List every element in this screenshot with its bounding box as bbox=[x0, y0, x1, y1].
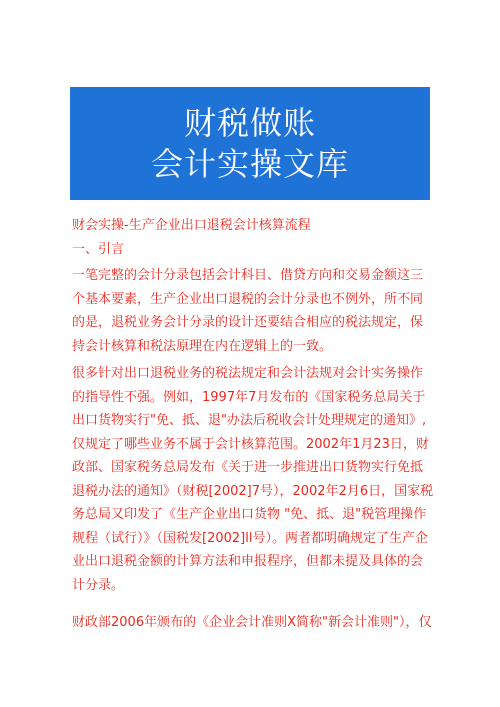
paragraph-regulations: 很多针对出口退税业务的税法规定和会计法规对会计实务操作的指导性不强。例如，1997年7月发布的《国家税务总局关于出口货物实行"免、抵、退"办法后税收会计处理规定的通知》,仅规定了哪些业务不属于会计核算范围。2002年1月23日，财政部、国家税务总局发布《关于进一步推进出口货物实行免抵退税办法的通知》（财税[2002]7号），2002年2月6日，国家税务总局又印发了《生产企业出口货物 "免、抵、退"税管理操作规程（试行）》（国税发[2002]ll号）。两者都明确规定了生产企业出口退税金额的计算方法和申报程序，但都未提及具体的会计分录。 bbox=[72, 366, 434, 593]
paragraph-intro: 一笔完整的会计分录包括会计科目、借贷方向和交易金额这三个基本要素，生产企业出口退税的会计分录也不例外，所不同的是，退税业务会计分录的设计还要结合相应的税法规定，保持会计核算和税法原理在内在逻辑上的一致。 bbox=[72, 268, 424, 354]
paragraph-standards: 财政部2006年颁布的《企业会计准则X简称"新会计准则"），仅 bbox=[72, 615, 432, 630]
banner bbox=[70, 87, 430, 200]
banner-subtitle: 会计实操文库 bbox=[150, 144, 349, 183]
banner-title: 财税做账 bbox=[183, 103, 316, 142]
document-body bbox=[72, 216, 434, 635]
section-heading: 一、引言 bbox=[72, 242, 125, 257]
document-title: 财会实操-生产企业出口退税会计核算流程 bbox=[72, 218, 311, 233]
